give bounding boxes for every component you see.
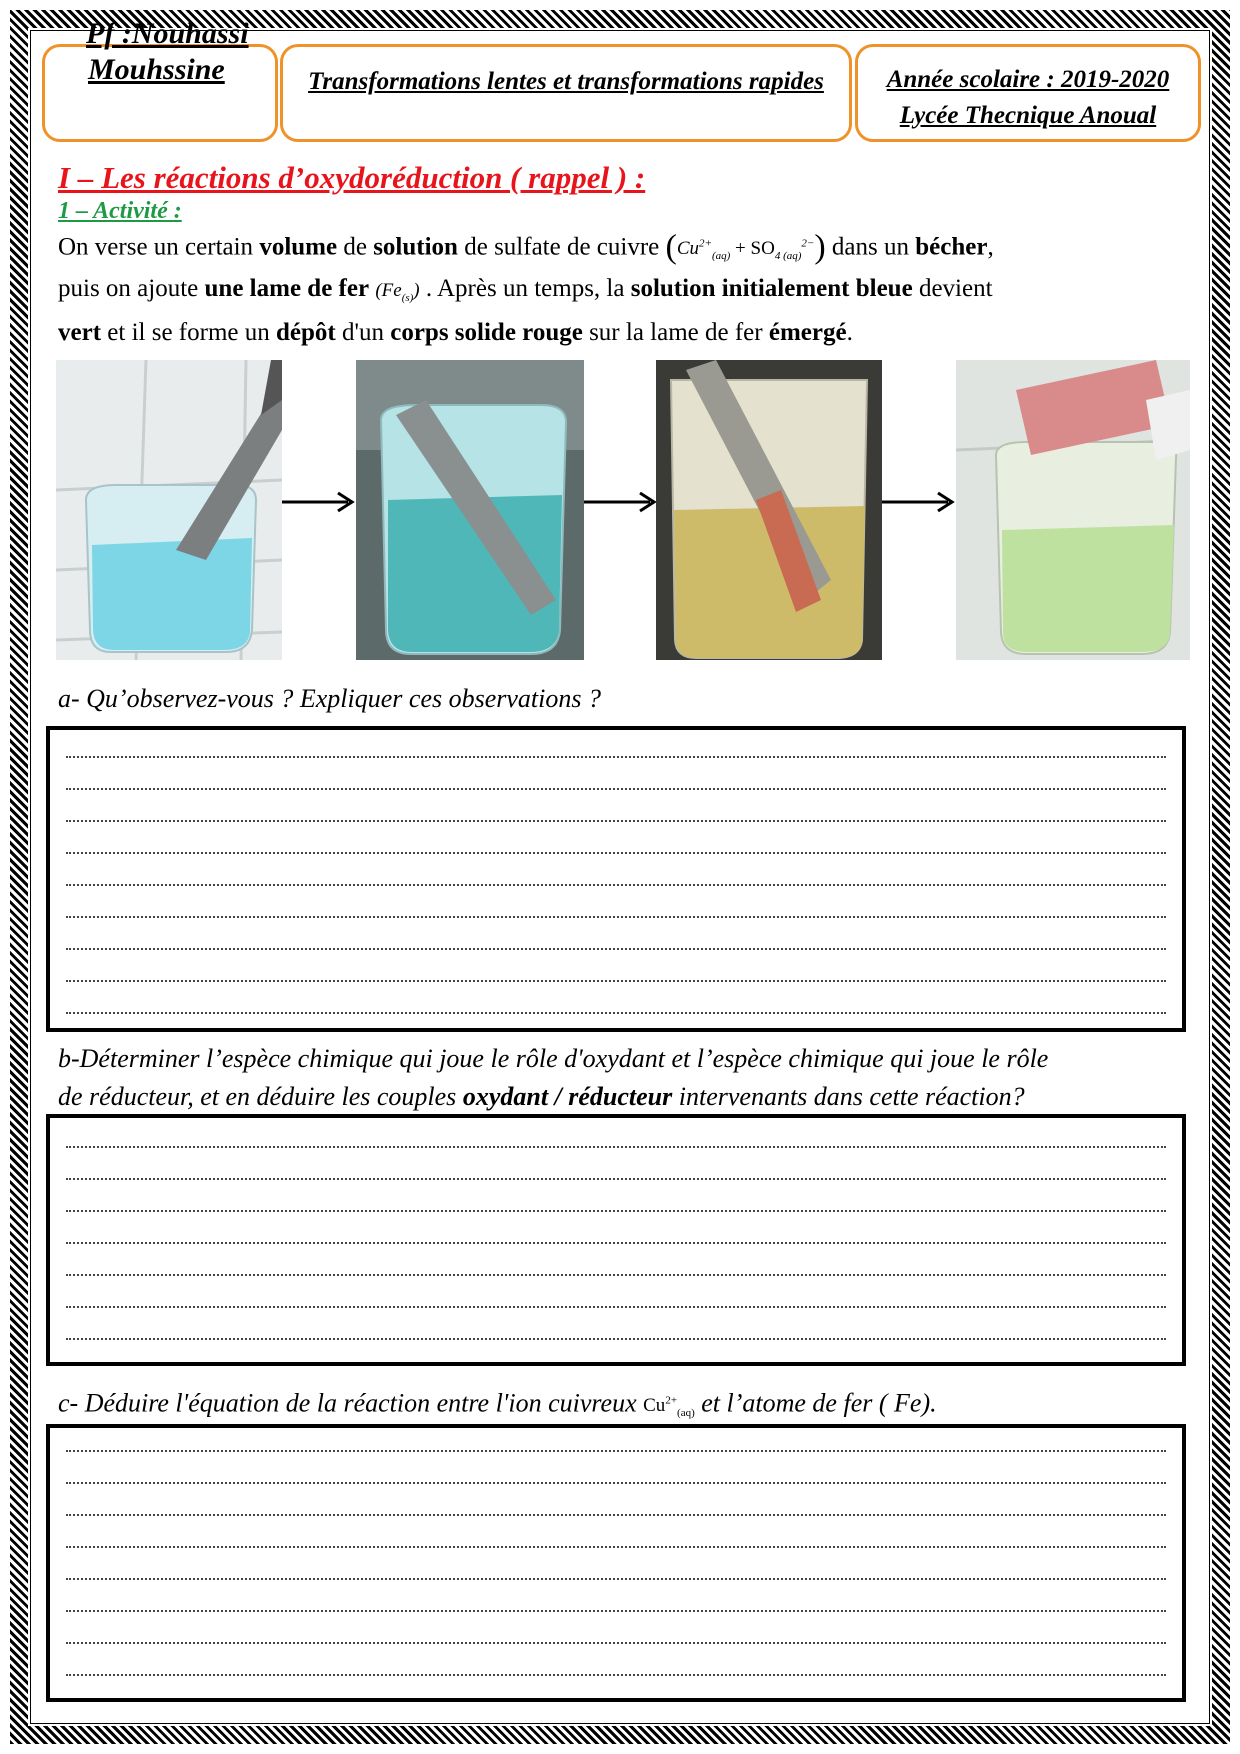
formula-copper-sulfate: $Cu^{2+}_{(aq)} + SO_{4 (aq)}^{2-}$ [676,238,815,263]
answer-box-a[interactable] [46,726,1186,1032]
paragraph-line-3: vert et il se forme un dépôt d'un corps solide rouge sur la lame de fer émergé. [58,319,853,346]
author-line1: Pf :Nouhassi [86,17,249,50]
section-title: I – Les réactions d’oxydoréduction ( rappel ) : [58,160,646,195]
activity-subtitle: 1 – Activité : [58,198,182,224]
arrow-right-icon-3 [882,490,956,514]
question-a: a- Qu’observez-vous ? Expliquer ces observations ? [58,684,601,713]
arrow-right-icon-2 [584,490,658,514]
answer-box-c[interactable] [46,1424,1186,1702]
photo-beaker-1 [56,360,282,660]
photo-beaker-2 [356,360,584,660]
formula-copper-ion: $Cu^{2+}_{(aq)}$ [643,1395,695,1420]
paragraph-line-1: On verse un certain volume de solution de sulfate de cuivre $(Cu^{2+}_{(aq)} + SO_{4 (aq)}^{2-})$ dans un bécher, [58,228,994,266]
school-info [855,62,1201,134]
formula-iron: $(Fe_{(s)})$ [375,280,420,304]
photo-beaker-4 [956,360,1190,660]
author-name [42,16,278,88]
question-b: b-Déterminer l’espèce chimique qui joue le rôle d'oxydant et l’espèce chimique qui joue le rôle de réducteur, et en déduire les couples oxydant / réducteur intervenants dans cette réaction? [58,1044,1049,1111]
school-year: Année scolaire : 2019-2020 [886,66,1170,93]
answer-box-b[interactable] [46,1114,1186,1366]
photo-beaker-3 [656,360,882,660]
question-c: c- Déduire l'équation de la réaction entre l'ion cuivreux $Cu^{2+}_{(aq)}$ et l’atome de fer ( Fe). [58,1388,937,1420]
school-name: Lycée Thecnique Anoual [899,102,1157,129]
document-title: Transformations lentes et transformations rapides [308,68,824,95]
author-line2: Mouhssine [88,53,225,86]
arrow-right-icon-1 [282,490,356,514]
paragraph-line-2: puis on ajoute une lame de fer $(Fe_{(s)})$ . Après un temps, la solution initialement bleue devient [58,275,993,304]
